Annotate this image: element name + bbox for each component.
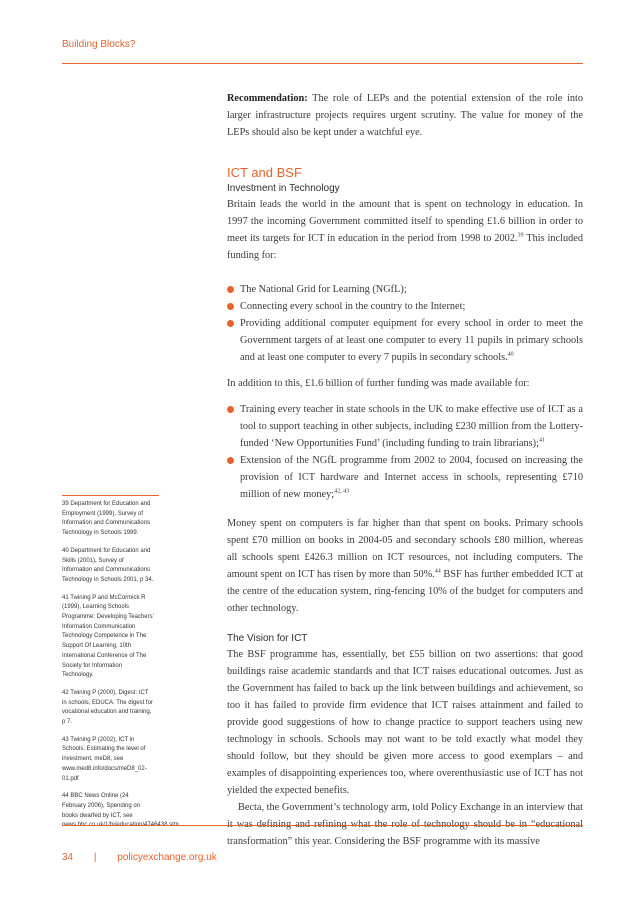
list-item-text: Providing additional computer equipment for every school in order to meet the Government targets of at least one computer to every 11 pupils in primary schools and at least one computer to every 7 pupils in secondary schools. (240, 318, 583, 363)
list-item (227, 315, 583, 366)
list-item-text: Connecting every school in the country to the Internet; (240, 301, 466, 312)
bullet-icon (227, 286, 234, 293)
footnote-ref-39: 39 (517, 232, 524, 239)
list-item (227, 401, 583, 452)
list-item (227, 452, 583, 503)
footnote: 42 Twining P (2000), Digest: ICT in schools, EDUCA: The digest for vocational education and training, p 7. (62, 689, 153, 726)
footnote: 43 Twining P (2002), ICT in Schools: Estimating the level of investment, meD8, see www.med8.info/docs/meD8_02-01.pdf (62, 736, 147, 782)
footnote: 39 Department for Education and Employment (1999), Survey of Information and Communications Technology in Schools 1999. (62, 501, 151, 537)
footnote: 40 Department for Education and Skills (2001), Survey of Information and Communications Technology in Schools 2001, p 34. (62, 547, 154, 583)
list-item-text: Training every teacher in state schools in the UK to make effective use of ICT as a tool to support teaching in other subjects, including £230 million from the Lottery-funded ‘New Opportunities Fund’ (including funding to train librarians); (240, 404, 583, 449)
list-item (227, 298, 583, 315)
funding-list-1 (227, 281, 583, 366)
paragraph-5: Becta, the Government’s technology arm, told Policy Exchange in an interview that transformation” this year. Considering the BSF programme with its massive (227, 802, 583, 847)
footnote-ref-41: 41 (538, 437, 545, 444)
paragraph-1-end: This included funding for: (227, 233, 583, 261)
footnote: 41 Twining P and McCormick R (1999), Learning Schools Programme: Developing Teachers’ Information Communication Technology Competence in The Support Of Learning, 10th International Conference of The Society for Information Technology. (62, 594, 154, 679)
running-header: Building Blocks? (62, 39, 136, 50)
footnote-ref-40: 40 (507, 351, 514, 358)
paragraph-3-text: Money spent on computers is far higher than that spent on books. Primary schools spent £70 million on books in 2004-05 and secondary schools £80 million, whereas all schools spent £426.3 million on ICT resources, not including computers. The amount spent on ICT has risen by more than 50%. (227, 518, 583, 580)
footer-rule (62, 825, 583, 826)
page-number: 34 (62, 852, 74, 863)
header-rule (62, 63, 583, 64)
list-item-text: The National Grid for Learning (NGfL); (240, 284, 407, 295)
paragraph-4: The BSF programme has, essentially, bet £55 billion on two assertions: that good buildings raise academic standards and that ICT raises educational outcomes. Just as the Government has failed to back up the link between buildings and achievement, so too it has failed to provide firm evidence that ICT raises attainment and failed to provide good suggestions of how to change practice to support teachers using new technology in schools. Schools may not want to be told exactly what model they should follow, but they should be given more access to good exemplars – and examples of disappointing experiences too, where overenthusiastic use of ICT has not yielded the expected benefits. (227, 649, 583, 796)
funding-list-2 (227, 401, 583, 503)
footer-separator: | (93, 852, 97, 863)
footer-site-link[interactable]: policyexchange.org.uk (117, 852, 217, 863)
paragraph-1-text: Britain leads the world in the amount that is spent on technology in education. In 1997 the incoming Government committed itself to spending £1.6 billion in order to meet its targets for ICT in education in the period from 1998 to 2002. (227, 199, 583, 244)
main-column (227, 90, 583, 850)
page-footer (62, 852, 217, 863)
subheading-vision: The Vision for ICT (227, 633, 308, 644)
bullet-icon (227, 406, 234, 413)
footnote-ref-44: 44 (434, 568, 441, 575)
bullet-icon (227, 320, 234, 327)
bullet-icon (227, 457, 234, 464)
recommendation-text: The role of LEPs and the potential extension of the role into larger infrastructure projects requires urgent scrutiny. The value for money of the LEPs should also be kept under a watchful eye. (227, 93, 583, 138)
paragraph-1 (227, 196, 583, 264)
footnotes (62, 500, 154, 839)
recommendation-paragraph (227, 90, 583, 141)
footnotes-rule (62, 495, 159, 496)
paragraph-2: In addition to this, £1.6 billion of further funding was made available for: (227, 378, 530, 389)
section-title: ICT and BSF (227, 165, 302, 180)
paragraph-3-end: BSF has further embedded ICT at the centre of the education system, ring-fencing 10% of the budget for computers and other technology. (227, 569, 583, 614)
list-item-text: Extension of the NGfL programme from 2002 to 2004, focused on increasing the provision of ICT hardware and Internet access in schools, representing £710 million of new money; (240, 455, 583, 500)
recommendation-label: Recommendation: (227, 93, 308, 104)
bullet-icon (227, 303, 234, 310)
footnote-ref-42-43: 42, 43 (334, 488, 350, 495)
footnote: 44 BBC News Online (24 February 2006), Spending on books dwarfed by ICT, see (62, 793, 141, 819)
subheading-investment: Investment in Technology (227, 183, 340, 194)
list-item (227, 281, 583, 298)
paragraph-3 (227, 515, 583, 617)
